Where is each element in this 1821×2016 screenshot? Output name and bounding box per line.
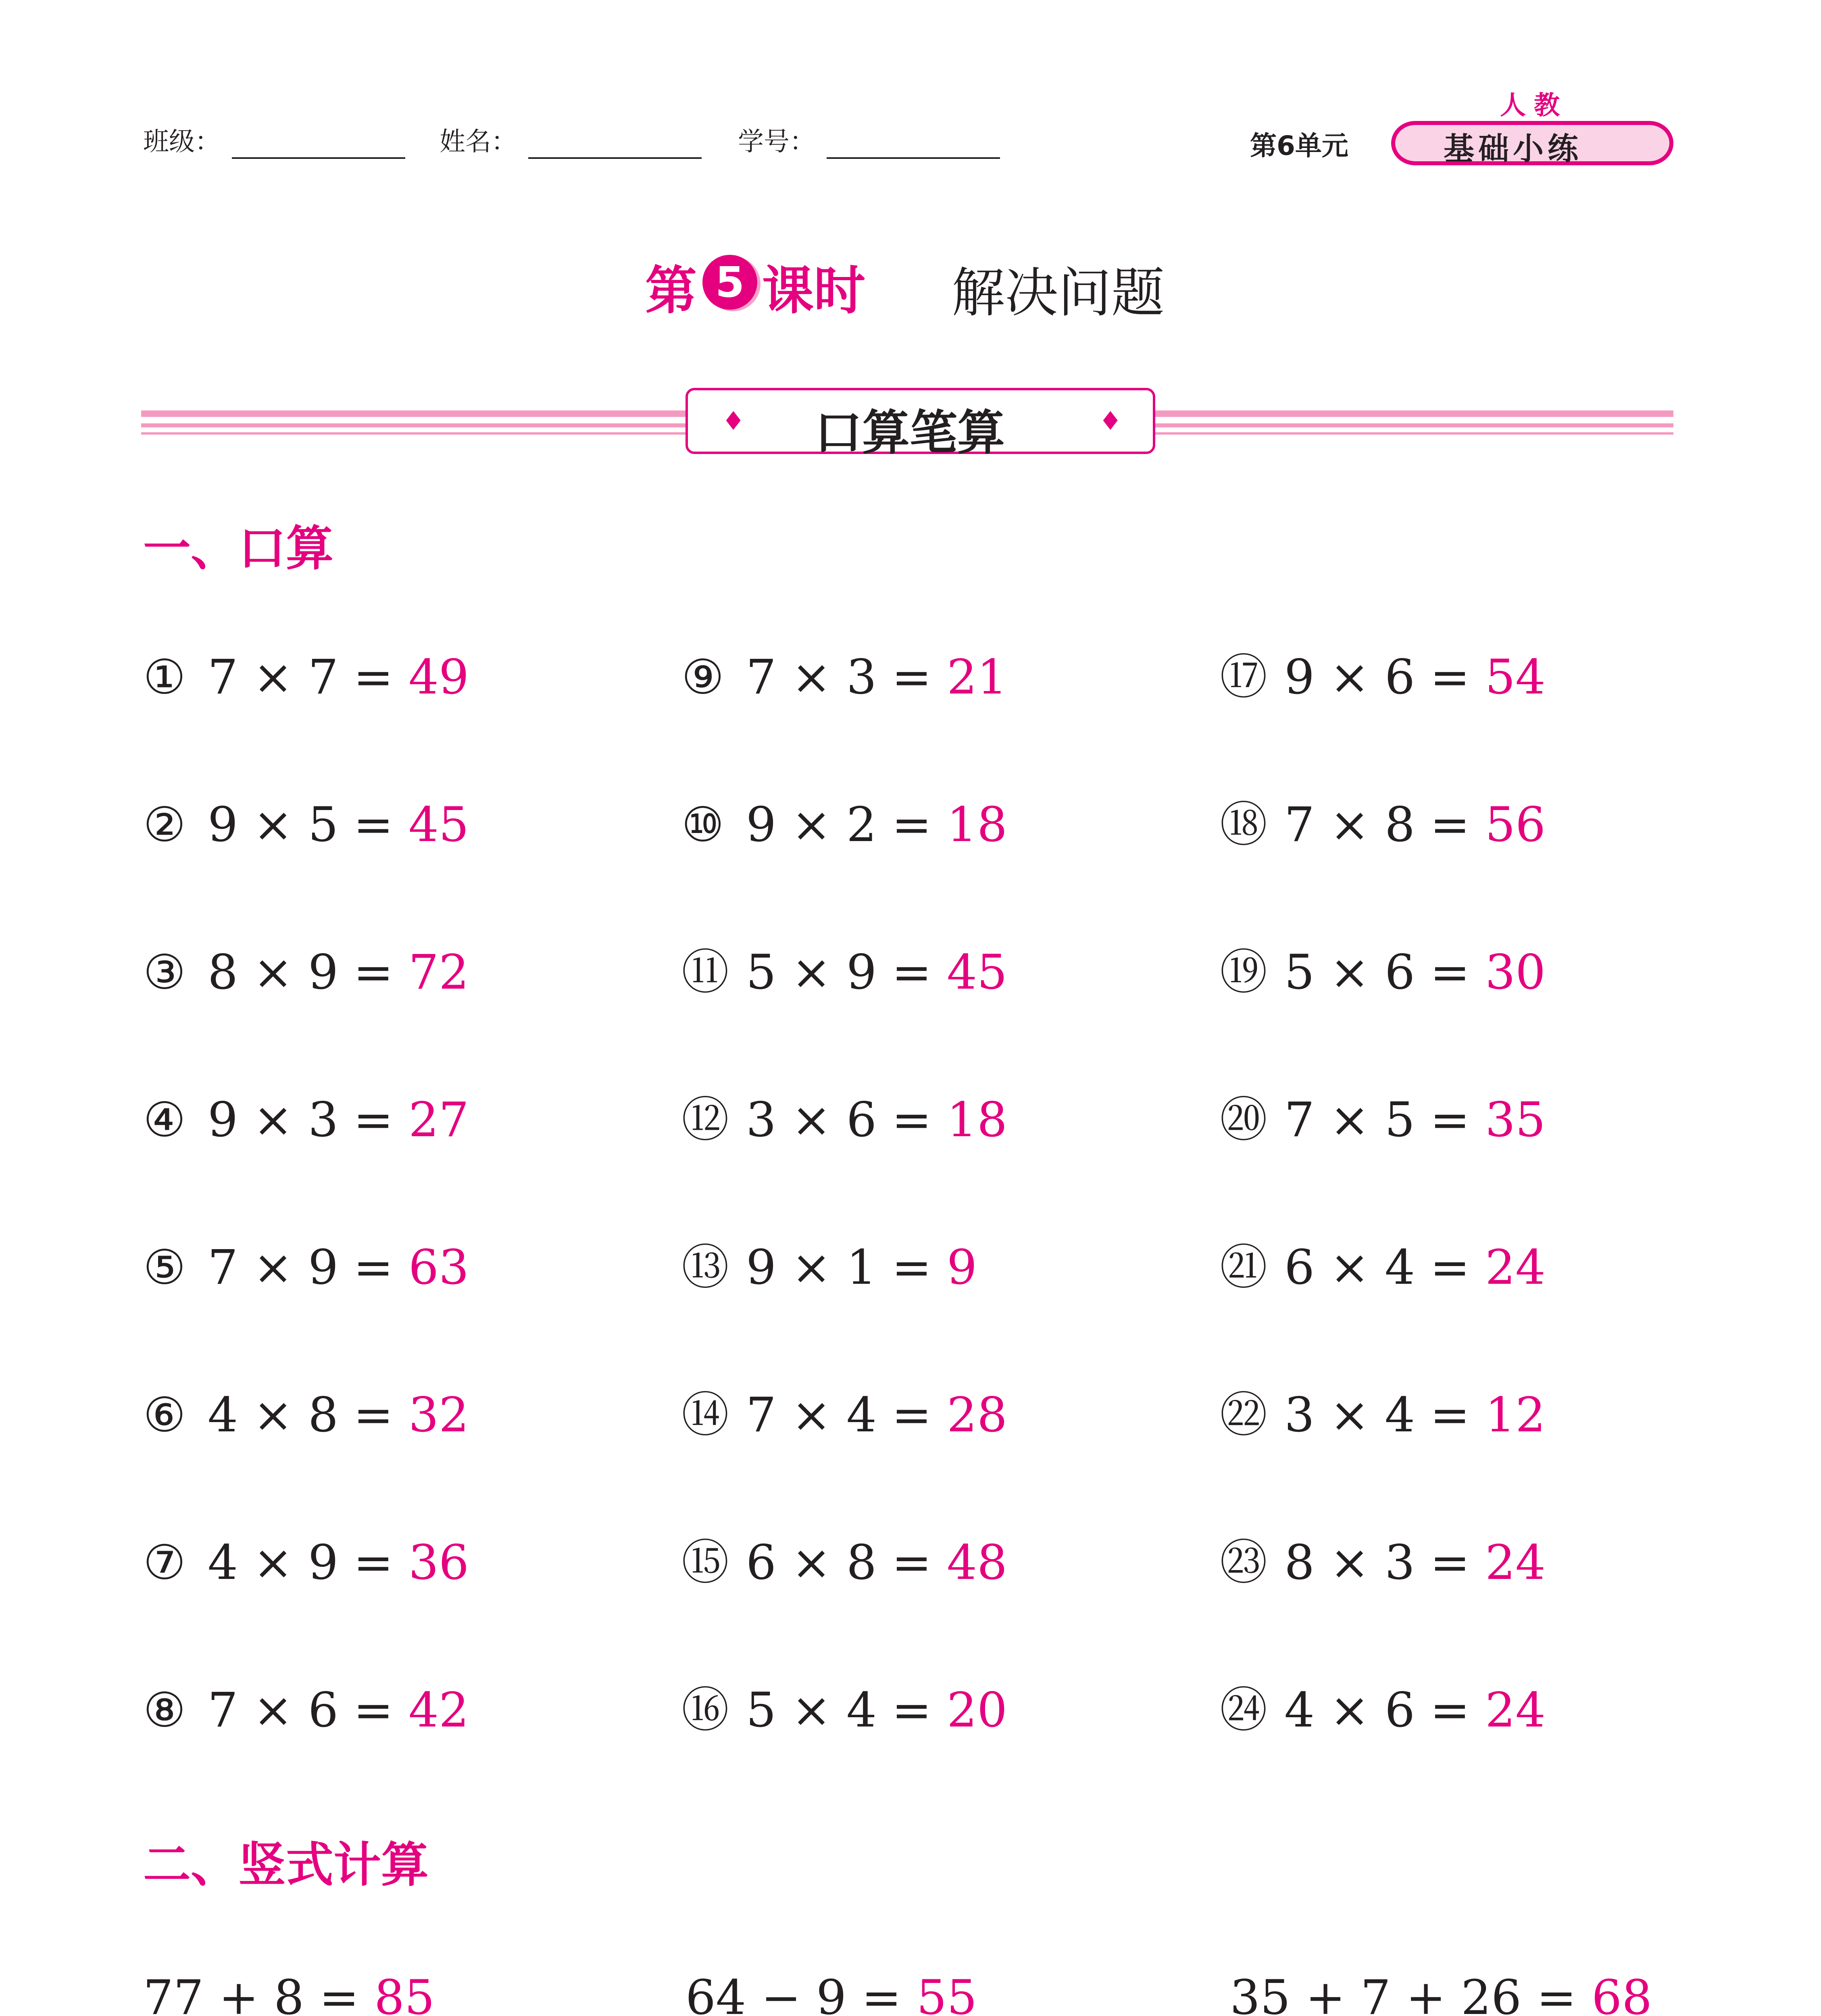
student-id-label: 学号： <box>738 127 815 157</box>
problem-answer: 30 <box>1485 944 1546 1000</box>
problem-expression: 4 × 9 = <box>208 1535 394 1590</box>
problem-expression: 7 × 8 = <box>1284 797 1470 852</box>
problem-expression: 3 × 4 = <box>1284 1387 1470 1443</box>
problem-expression: 7 × 4 = <box>746 1387 932 1443</box>
oral-problem <box>681 649 1008 705</box>
unit-label: 第6单元 <box>1250 130 1348 161</box>
diamond-icon: ♦ <box>1099 406 1122 436</box>
problem-answer: 36 <box>408 1535 469 1590</box>
problem-number: ㉔ <box>1220 1682 1268 1738</box>
oral-problem <box>681 797 1008 852</box>
problem-expression: 7 × 7 = <box>208 649 394 705</box>
column-equation <box>1230 1970 1652 2016</box>
problem-number: ⑨ <box>681 649 724 705</box>
problem-number: ⑮ <box>681 1535 729 1590</box>
problem-expression: 4 × 8 = <box>208 1387 394 1443</box>
oral-problem <box>143 1682 469 1738</box>
oral-problem <box>1220 944 1546 1000</box>
problem-answer: 9 <box>946 1239 977 1295</box>
oral-problem <box>143 797 469 852</box>
problem-expression: 7 × 6 = <box>208 1682 394 1738</box>
problem-number: ⑳ <box>1220 1092 1268 1148</box>
problem-answer: 28 <box>946 1387 1008 1443</box>
lesson-suffix: 课时 <box>762 261 866 321</box>
problem-answer: 21 <box>946 649 1008 705</box>
oral-problem <box>1220 1387 1546 1443</box>
oral-problem <box>681 1387 1008 1443</box>
oral-problem <box>143 944 469 1000</box>
problem-number: ⑪ <box>681 944 729 1000</box>
problem-answer: 35 <box>1485 1092 1546 1148</box>
problem-expression: 9 × 2 = <box>746 797 932 852</box>
problem-answer: 20 <box>946 1682 1008 1738</box>
problem-number: ⑰ <box>1220 649 1268 705</box>
problem-answer: 18 <box>946 1092 1008 1148</box>
problem-expression: 5 × 4 = <box>746 1682 932 1738</box>
problem-answer: 45 <box>946 944 1008 1000</box>
problem-answer: 63 <box>408 1239 469 1295</box>
problem-answer: 18 <box>946 797 1008 852</box>
problem-expression: 4 × 6 = <box>1284 1682 1470 1738</box>
equation-answer: 68 <box>1592 1970 1652 2016</box>
section-1-heading: 一、口算 <box>143 521 334 576</box>
equation-expression: 64 − 9 = <box>685 1970 902 2016</box>
problem-answer: 72 <box>408 944 469 1000</box>
oral-problem <box>143 1535 469 1590</box>
problem-expression: 5 × 6 = <box>1284 944 1470 1000</box>
oral-problem <box>1220 1682 1546 1738</box>
oral-problem <box>1220 649 1546 705</box>
problem-number: ㉒ <box>1220 1387 1268 1443</box>
problem-answer: 54 <box>1485 649 1546 705</box>
oral-problem <box>1220 797 1546 852</box>
equation-expression: 77 + 8 = <box>143 1970 359 2016</box>
problem-number: ③ <box>143 944 186 1000</box>
problem-expression: 9 × 3 = <box>208 1092 394 1148</box>
class-blank[interactable] <box>232 157 405 159</box>
problem-number: ⑧ <box>143 1682 186 1738</box>
oral-problem <box>143 1239 469 1295</box>
problem-answer: 45 <box>408 797 469 852</box>
equation-answer: 85 <box>374 1970 435 2016</box>
badge-series-title: 基础小练 <box>1444 131 1582 167</box>
oral-problem <box>681 1092 1008 1148</box>
banner-title: 口算笔算 <box>815 405 1005 460</box>
problem-answer: 49 <box>408 649 469 705</box>
problem-answer: 42 <box>408 1682 469 1738</box>
oral-problem <box>1220 1092 1546 1148</box>
problem-number: ⑩ <box>681 797 724 852</box>
problem-number: ㉑ <box>1220 1239 1268 1295</box>
problem-expression: 5 × 9 = <box>746 944 932 1000</box>
problem-number: ⑥ <box>143 1387 186 1443</box>
equation-expression: 35 + 7 + 26 = <box>1230 1970 1577 2016</box>
problem-number: ② <box>143 797 186 852</box>
equation-answer: 55 <box>917 1970 977 2016</box>
problem-number: ⑱ <box>1220 797 1268 852</box>
class-label: 班级： <box>143 127 221 157</box>
student-id-blank[interactable] <box>827 157 1000 159</box>
diamond-icon: ♦ <box>722 406 745 436</box>
problem-answer: 24 <box>1485 1535 1546 1590</box>
problem-expression: 3 × 6 = <box>746 1092 932 1148</box>
problem-expression: 9 × 1 = <box>746 1239 932 1295</box>
column-equation <box>685 1970 977 2016</box>
problem-number: ⑲ <box>1220 944 1268 1000</box>
oral-problem <box>681 1682 1008 1738</box>
oral-problem <box>143 1387 469 1443</box>
oral-problem <box>1220 1239 1546 1295</box>
problem-expression: 7 × 9 = <box>208 1239 394 1295</box>
problem-expression: 9 × 5 = <box>208 797 394 852</box>
problem-number: ㉓ <box>1220 1535 1268 1590</box>
oral-problem <box>143 649 469 705</box>
problem-answer: 24 <box>1485 1239 1546 1295</box>
problem-number: ⑤ <box>143 1239 186 1295</box>
problem-number: ⑯ <box>681 1682 729 1738</box>
name-label: 姓名： <box>440 127 517 157</box>
oral-problem <box>681 1239 977 1295</box>
oral-problem <box>681 1535 1008 1590</box>
problem-number: ④ <box>143 1092 186 1148</box>
lesson-number-badge: 5 <box>702 255 757 310</box>
badge-publisher: 人教 <box>1500 91 1568 121</box>
problem-expression: 8 × 9 = <box>208 944 394 1000</box>
problem-answer: 48 <box>946 1535 1008 1590</box>
section-2-heading: 二、竖式计算 <box>143 1837 429 1893</box>
oral-problem <box>143 1092 469 1148</box>
lesson-prefix: 第 <box>645 261 697 321</box>
problem-expression: 7 × 5 = <box>1284 1092 1470 1148</box>
problem-answer: 32 <box>408 1387 469 1443</box>
problem-answer: 27 <box>408 1092 469 1148</box>
problem-number: ⑭ <box>681 1387 729 1443</box>
problem-number: ⑦ <box>143 1535 186 1590</box>
problem-expression: 8 × 3 = <box>1284 1535 1470 1590</box>
problem-number: ⑫ <box>681 1092 729 1148</box>
oral-problem <box>1220 1535 1546 1590</box>
column-equation <box>143 1970 435 2016</box>
name-blank[interactable] <box>528 157 702 159</box>
problem-expression: 6 × 8 = <box>746 1535 932 1590</box>
problem-expression: 6 × 4 = <box>1284 1239 1470 1295</box>
problem-expression: 9 × 6 = <box>1284 649 1470 705</box>
problem-expression: 7 × 3 = <box>746 649 932 705</box>
problem-answer: 24 <box>1485 1682 1546 1738</box>
problem-number: ① <box>143 649 186 705</box>
lesson-topic: 解决问题 <box>952 262 1165 324</box>
problem-answer: 56 <box>1485 797 1546 852</box>
oral-problem <box>681 944 1008 1000</box>
problem-number: ⑬ <box>681 1239 729 1295</box>
problem-answer: 12 <box>1485 1387 1546 1443</box>
